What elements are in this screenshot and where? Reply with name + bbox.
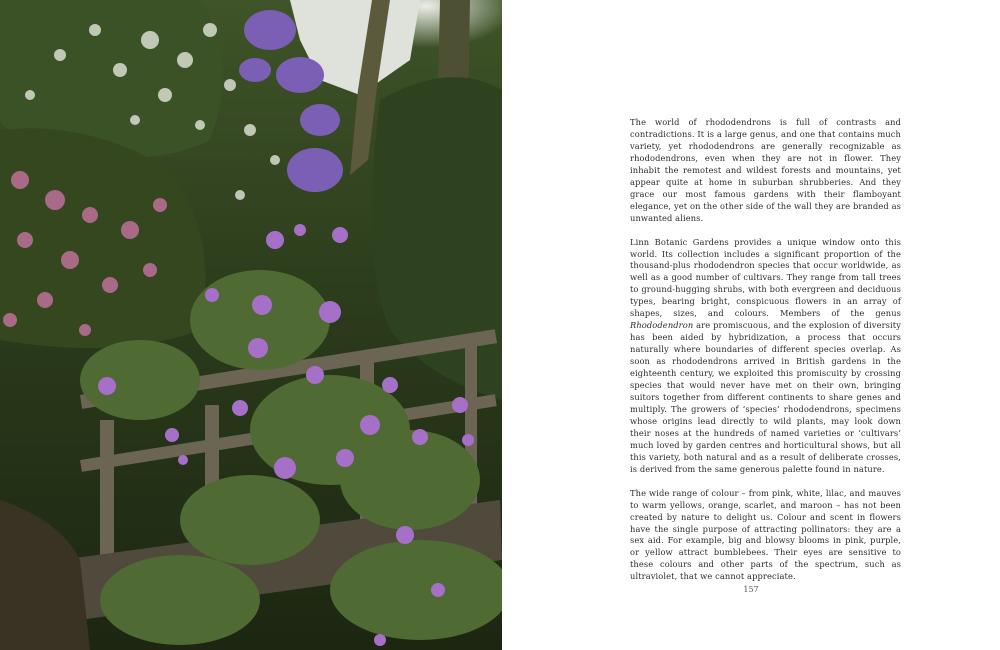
paragraph-2-end: are promiscuous, and the explosion of diversity has been aided by hybridization, a process that occurs naturally where boundaries of different species overlap. As soon as rhododendrons arrived in British gardens in the eighteenth century, we exploited this promiscuity by crossing species that would never have met on their own, bringing suitors together from different continents to share genes and multiply. The growers of ‘species’ rhododendrons, specimens whose origins lead directly to wild plants, may look down their noses at the hundreds of named varieties or ‘cultivars’ much loved by garden centres and horticultural shows, but all this variety, both natural and as a result of deliberate crosses, is derived from the same generous palette found in nature. [630,320,901,474]
page-number: 157 [743,585,759,594]
paragraph-2-start: Linn Botanic Gardens provides a unique window onto this world. Its collection includes a significant proportion of the thousand-plus rhododendron species that occur worldwide, as well as a good number of cultivars. They range from tall trees to ground-hugging shrubs, with both evergreen and deciduous types, bearing bright, conspicuous flowers in an array of shapes, sizes, and colours. Members of the genus [630,236,901,319]
genus-name: Rhododendron [630,320,694,331]
body-text [630,117,901,595]
text-page [502,0,1000,650]
paragraph-2 [630,237,901,476]
paragraph-1: The world of rhododendrons is full of contrasts and contradictions. It is a large genus, and one that contains much variety, yet rhododendrons are generally recognizable as rhododendrons, even when they are not in flower. They inhabit the remotest and wildest forests and mountains, yet appear quite at home in suburban shrubberies. And they grace our most famous gardens with their flamboyant elegance, yet on the other side of the wall they are branded as unwanted aliens. [630,117,901,223]
paragraph-3: The wide range of colour – from pink, white, lilac, and mauves to warm yellows, orange, scarlet, and maroon – has not been created by nature to delight us. Colour and scent in flowers have the single purpose of attracting pollinators: they are a sex aid. For example, big and blowsy blooms in pink, purple, or yellow attract bumblebees. Their eyes are sensitive to these colours and other parts of the spectrum, such as ultraviolet, that we cannot appreciate. [630,487,901,582]
